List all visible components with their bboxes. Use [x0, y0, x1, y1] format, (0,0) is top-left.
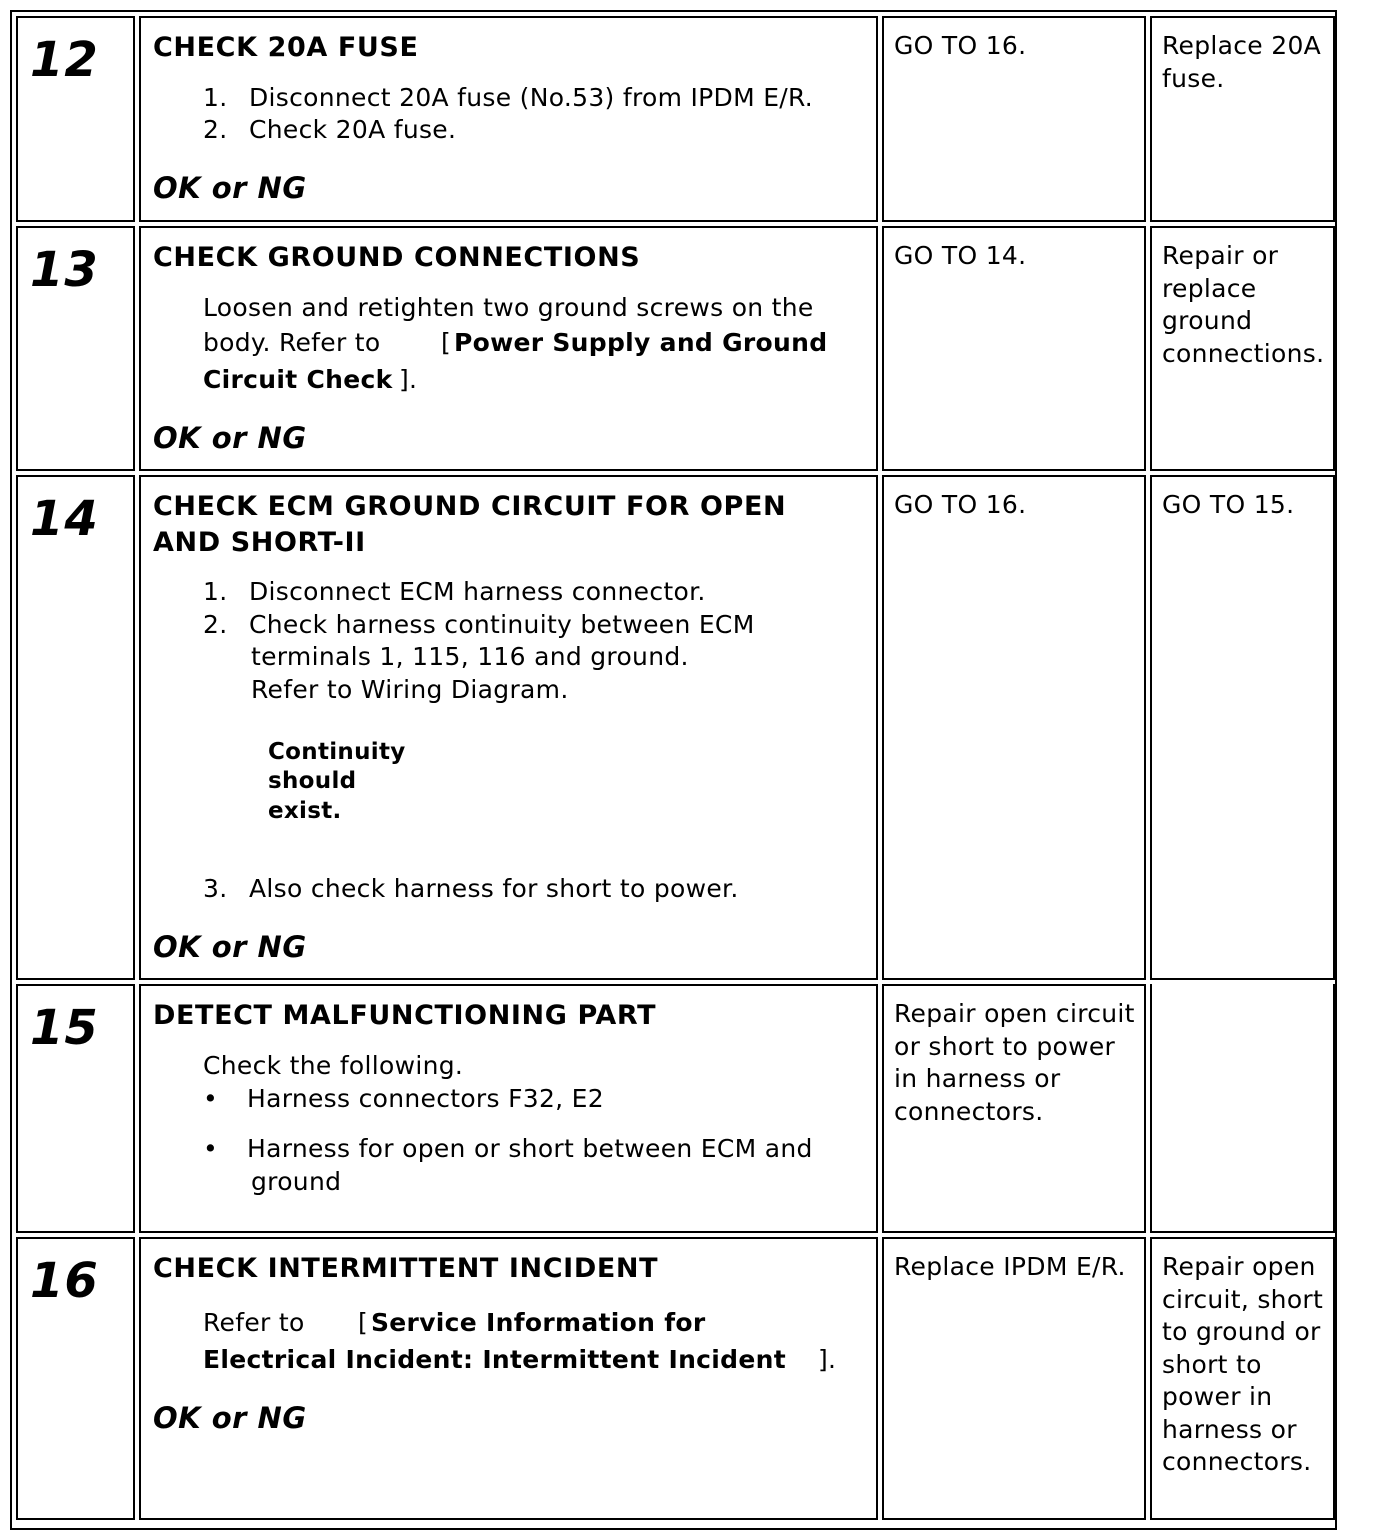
ng-result: Repair open circuit, short to ground or short to power in harness or connectors.: [1162, 1252, 1324, 1476]
specification-text: should: [268, 768, 357, 794]
step-13-ng-cell: [1150, 226, 1335, 471]
ok-or-ng-label: OK or NG: [153, 930, 307, 964]
reference-bracket-open: [: [358, 1308, 369, 1337]
ok-or-ng-label: OK or NG: [153, 421, 307, 455]
reference-bracket-close: ].: [818, 1345, 837, 1374]
list-item: Disconnect 20A fuse (No.53) from IPDM E/R.: [249, 83, 814, 112]
step-body-text: body. Refer to: [203, 328, 381, 357]
bullet-item: Harness connectors F32, E2: [247, 1084, 604, 1113]
list-marker: 2.: [203, 115, 228, 144]
step-16-ng-cell: [1150, 1237, 1335, 1520]
reference-link-text: Electrical Incident: Intermittent Incident: [203, 1345, 786, 1374]
bullet-item: Harness for open or short between ECM and: [247, 1134, 813, 1163]
step-12-ok-cell: [882, 16, 1146, 222]
list-marker: 1.: [203, 577, 228, 606]
reference-link-text: Power Supply and Ground: [454, 328, 828, 357]
step-body-text: Refer to: [203, 1308, 305, 1337]
step-13-content-cell: [139, 226, 878, 471]
step-13-ok-cell: [882, 226, 1146, 471]
step-body-text: Check the following.: [203, 1051, 464, 1080]
step-title: DETECT MALFUNCTIONING PART: [153, 1000, 657, 1031]
ok-result: GO TO 16.: [894, 31, 1027, 60]
ok-result: GO TO 16.: [894, 490, 1027, 519]
ok-result: Repair open circuit or short to power in harness or connectors.: [894, 999, 1135, 1126]
reference-bracket-open: [: [441, 328, 452, 357]
step-12-content-cell: [139, 16, 878, 222]
bullet-item-continuation: ground: [251, 1167, 342, 1196]
step-title: AND SHORT-II: [153, 527, 366, 558]
step-13-number-cell: [16, 226, 135, 471]
step-16-content-cell: [139, 1237, 878, 1520]
step-14-content-cell: [139, 475, 878, 980]
ng-result: GO TO 15.: [1162, 490, 1295, 519]
ng-result: Replace 20A fuse.: [1162, 31, 1322, 93]
list-marker: 3.: [203, 874, 228, 903]
step-title: CHECK INTERMITTENT INCIDENT: [153, 1253, 659, 1284]
bullet-glyph: •: [203, 1134, 218, 1163]
step-title: CHECK ECM GROUND CIRCUIT FOR OPEN: [153, 491, 787, 522]
step-title: CHECK GROUND CONNECTIONS: [153, 242, 641, 273]
step-number: 16: [30, 1253, 99, 1309]
step-12-ng-cell: [1150, 16, 1335, 222]
step-body-text: Loosen and retighten two ground screws on the: [203, 293, 814, 322]
step-16-number-cell: [16, 1237, 135, 1520]
ok-result: GO TO 14.: [894, 241, 1027, 270]
step-14-number-cell: [16, 475, 135, 980]
step-number: 13: [30, 242, 99, 298]
bullet-glyph: •: [203, 1084, 218, 1113]
ok-result: Replace IPDM E/R.: [894, 1252, 1126, 1281]
step-15-empty-cell: [1150, 984, 1335, 1233]
specification-text: Continuity: [268, 739, 406, 765]
list-item: Also check harness for short to power.: [249, 874, 739, 903]
list-item-continuation: terminals 1, 115, 116 and ground.: [251, 642, 689, 671]
reference-bracket-close: ].: [399, 365, 418, 394]
list-item: Check 20A fuse.: [249, 115, 457, 144]
step-14-ok-cell: [882, 475, 1146, 980]
ok-or-ng-label: OK or NG: [153, 171, 307, 205]
ok-or-ng-label: OK or NG: [153, 1401, 307, 1435]
list-item: Check harness continuity between ECM: [249, 610, 755, 639]
list-marker: 2.: [203, 610, 228, 639]
reference-link-text: Service Information for: [371, 1308, 706, 1337]
list-item-continuation: Refer to Wiring Diagram.: [251, 675, 569, 704]
step-14-ng-cell: [1150, 475, 1335, 980]
step-15-number-cell: [16, 984, 135, 1233]
step-title: CHECK 20A FUSE: [153, 32, 419, 63]
step-number: 15: [30, 1000, 99, 1056]
step-15-content-cell: [139, 984, 878, 1233]
step-number: 12: [30, 32, 99, 88]
list-item: Disconnect ECM harness connector.: [249, 577, 706, 606]
step-number: 14: [30, 491, 99, 547]
list-marker: 1.: [203, 83, 228, 112]
step-15-ok-cell: [882, 984, 1146, 1233]
specification-text: exist.: [268, 798, 342, 824]
reference-link-text: Circuit Check: [203, 365, 393, 394]
ng-result: Repair or replace ground connections.: [1162, 241, 1325, 368]
step-16-ok-cell: [882, 1237, 1146, 1520]
step-12-number-cell: [16, 16, 135, 222]
